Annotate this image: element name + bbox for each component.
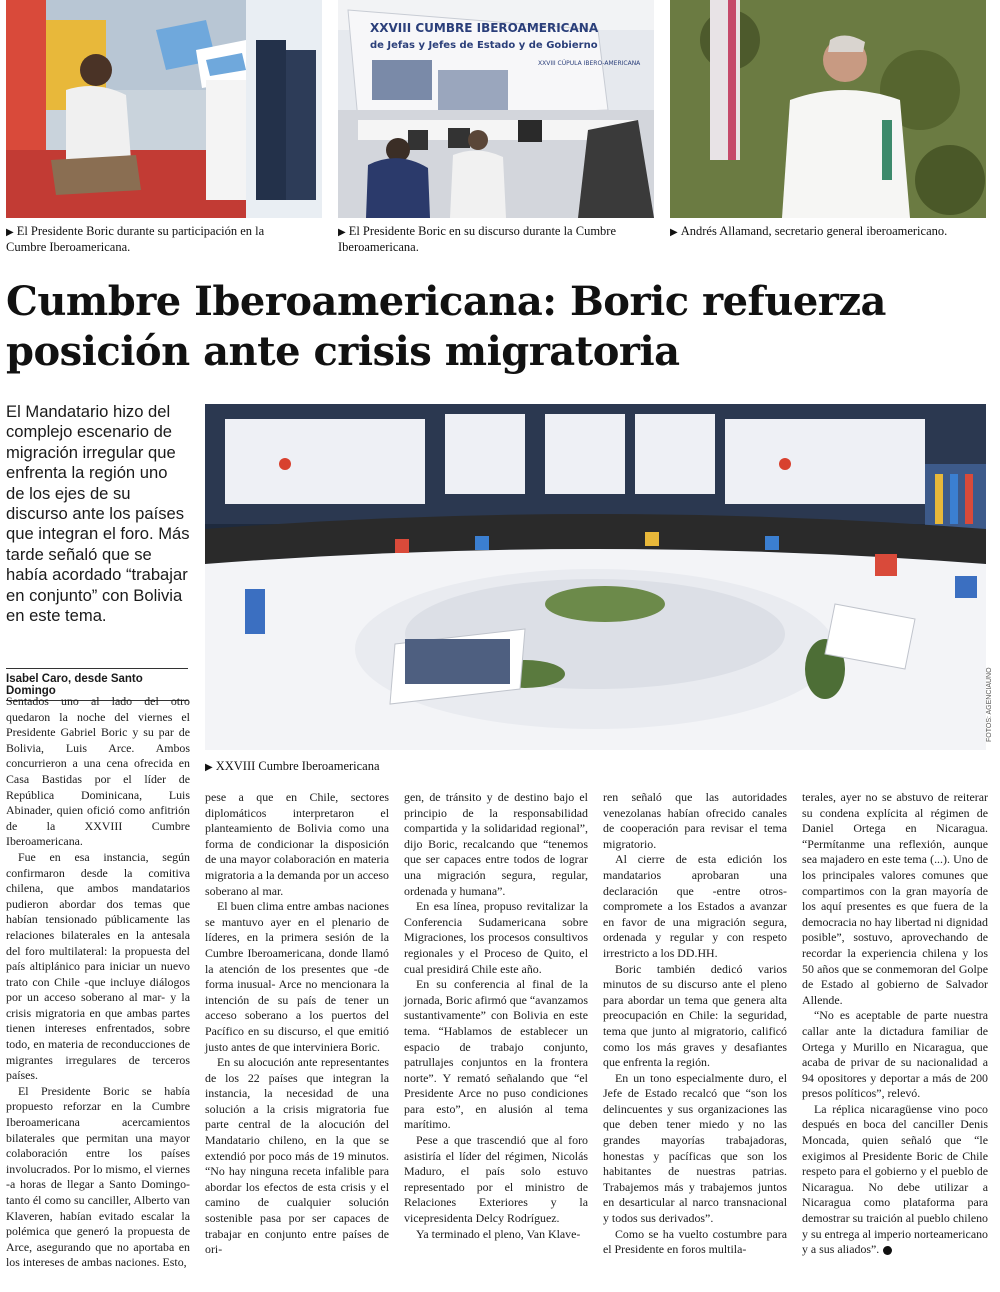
banner-line-1: XXVIII CUMBRE IBEROAMERICANA	[370, 21, 599, 35]
caption-marker-icon: ▶	[6, 227, 14, 238]
paragraph: terales, ayer no se abstuvo de reiterar su condena explícita al régimen de Daniel Ortega en Nicaragua. “Permítanme una reflexión, aunque sea majadero en este tema (...). Uno de los principales valores comunes que compartimos con la gran mayoría de los aquí presentes es que fuera de la democracia no hay libertad ni dignidad posible”, sostuvo, aprovechando de recordar la experiencia chilena y los 50 años que se conmemoran del Golpe de Estado al gobierno de Salvador Allende.	[802, 790, 988, 1007]
paragraph: Ya terminado el pleno, Van Klave-	[416, 1226, 581, 1241]
article-lead: El Mandatario hizo del complejo escenario de migración irregular que enfrenta la región uno de los ejes de su discurso ante los países que integran el foro. Más tarde señaló que se había acordado “trabajar en conjunto” con Bolivia en este tema.	[6, 402, 190, 626]
paragraph: En su conferencia al final de la jornada, Boric afirmó que “avanzamos sustantivamente” con Bolivia en este tema. “Hablamos de establecer un espacio de trabajo conjunto, patrullajes conjuntos en la frontera norte”. Y remató señalando que “el Presidente Arce no puso condiciones para esto”, en alusión al tema marítimo.	[404, 977, 588, 1132]
paragraph: Como se ha vuelto costumbre para el Presidente en foros multila-	[603, 1226, 787, 1257]
caption-marker-icon: ▶	[670, 227, 678, 238]
paragraph: En su alocución ante representantes de los 22 países que integran la instancia, la necesidad de una solución a la crisis migratoria fue parte central de la alocución del Mandatario chileno, en la que se extendió por poco más de 19 minutos. “No hay ninguna receta infalible para abordar los efectos de esta crisis y el camino de cualquier solución sostenible pasa por ser capaces de trabajar en conjunto entre países de ori-	[205, 1055, 389, 1257]
paragraph: “No es aceptable de parte nuestra callar ante la dictadura familiar de Ortega y Murillo en Nicaragua, que acaba de privar de su nacionalidad a 94 opositores y deportar a más de 200 presos políticos”, relevó.	[802, 1008, 988, 1101]
photo-credit: FOTOS: AGENCIAUNO	[986, 667, 993, 742]
article-column-2	[205, 790, 389, 1258]
article-column-5	[802, 790, 988, 1258]
caption-text: El Presidente Boric durante su participación en la Cumbre Iberoamericana.	[6, 224, 265, 254]
paragraph: El buen clima entre ambas naciones se mantuvo ayer en el plenario de líderes, en la primera sesión de la Cumbre Iberoamericana, donde llamó la atención de los presentes que -de forma inusual- Arce no mencionara la intención de su país de tener un acceso soberano a los puertos del Pacífico en su discurso, el que emitió justo antes de que interviniera Boric.	[205, 899, 389, 1054]
byline: Isabel Caro, desde Santo Domingo	[6, 668, 188, 701]
banner-line-3: XXVIII CÚPULA IBERO-AMERICANA	[538, 60, 641, 67]
photo-andres-allamand	[670, 0, 986, 218]
caption-text: Andrés Allamand, secretario general iberoamericano.	[680, 224, 948, 238]
paragraph: En un tono especialmente duro, el Jefe de Estado recalcó que “son los delincuentes y sus organizaciones las que deben tener miedo y no las grandes mayorías trabajadoras, honestas y pacíficas que son los habitantes de nuestras patrias. Trabajemos más y trabajemos juntos en desarticular al narco transnacional y todos sus derivados”.	[603, 1070, 787, 1226]
caption-main-photo	[205, 759, 605, 775]
banner-line-2: de Jefas y Jefes de Estado y de Gobierno	[370, 40, 598, 51]
caption-text: XXVIII Cumbre Iberoamericana	[215, 759, 380, 773]
caption-photo-1	[6, 224, 306, 255]
paragraph: gen, de tránsito y de destino bajo el principio de la responsabilidad compartida y la solidaridad regional”, dijo Boric, recalcando que “tenemos que ser capaces entre todos de lograr una migración segura, regular, ordenada y humana”.	[404, 790, 588, 898]
caption-text: El Presidente Boric en su discurso durante la Cumbre Iberoamericana.	[338, 224, 617, 254]
paragraph: En esa línea, propuso revitalizar la Conferencia Sudamericana sobre Migraciones, los procesos consultivos regionales y el Proceso de Quito, el cual presidirá Chile este año.	[404, 899, 588, 976]
caption-photo-3	[670, 224, 990, 240]
paragraph: Fue en esa instancia, según confirmaron desde la comitiva chilena, que ambos mandatarios pudieron abordar dos temas que habían tensionado públicamente las relaciones bilaterales en la antesala del foro multilateral: la propuesta del país altiplánico para iniciar un nuevo trato con Chile -que incluye diálogos por un acceso soberano al mar- y la crisis migratoria en que ambas partes tienen intereses enfrentados, sobre todo, en materia de reconducciones de migrantes irregulares de terceros países.	[6, 849, 190, 1083]
paragraph-text: La réplica nicaragüense vino poco después en boca del canciller Denis Moncada, quien señaló que “le exigimos al Presidente Boric de Chile respeto para el gobierno y el pueblo de Nicaragua. No debe utilizar a Nicaragua como plataforma para demostrar su traición al pueblo chileno y su entrega al imperio norteamericano y a sus aliados”.	[802, 1101, 988, 1257]
article-column-3	[404, 790, 588, 1242]
paragraph: Sentados uno al lado del otro quedaron la noche del viernes el Presidente Gabriel Boric y su par de Bolivia, Luis Arce. Ambos concurrieron a una cena ofrecida en Casa Bastidas por el líder de República Dominicana, Luis Abinader, quien ofició como anfitrión de la XXVIII Cumbre Iberoamericana.	[6, 694, 190, 849]
caption-marker-icon: ▶	[338, 227, 346, 238]
photo-boric-speech	[338, 0, 654, 218]
photo-boric-with-children	[6, 0, 322, 218]
headline: Cumbre Iberoamericana: Boric refuerza posición ante crisis migratoria	[6, 278, 886, 375]
paragraph: Boric también dedicó varios minutos de su discurso ante el pleno para abordar un tema que genera alta preocupación en Chile: la seguridad, tema que junto al migratorio, calificó como los más graves y desafiantes que enfrenta la región.	[603, 961, 787, 1070]
paragraph: Al cierre de esta edición los mandatarios aprobaran una declaración que -entre otros- compromete a los Estados a avanzar en favor de una migración segura, ordenada y regular y con respeto irrestricto a los DD.HH.	[603, 852, 787, 960]
photo-summit-plenary	[205, 404, 986, 750]
paragraph	[802, 1102, 988, 1258]
paragraph: Pese a que trascendió que al foro asistiría el líder del régimen, Nicolás Maduro, el país solo estuvo representado por el ministro de Relaciones Exteriores y la vicepresidenta Delcy Rodríguez.	[404, 1133, 588, 1226]
paragraph: ren señaló que las autoridades venezolanas habían ofrecido canales de cooperación para revisar el tema migratorio.	[603, 790, 787, 851]
article-column-4	[603, 790, 787, 1258]
paragraph: El Presidente Boric se había propuesto reforzar en la Cumbre Iberoamericana acercamientos bilaterales que permitan una mayor colaboración entre los países involucrados. Por lo mismo, el viernes -a horas de llegar a Santo Domingo- tanto él como su canciller, Alberto van Klaveren, habían evitado escalar la polémica que generó la propuesta de Arce, asegurando que no aportaba en los intereses de ambas naciones. Esto,	[6, 1083, 190, 1270]
paragraph: pese a que en Chile, sectores diplomáticos interpretaron el planteamiento de Bolivia como una forma de condicionar la disposición de una mayor colaboración en materia migratoria a la demanda por un acceso soberano al mar.	[205, 790, 389, 898]
caption-marker-icon: ▶	[205, 762, 213, 773]
end-of-article-icon: ●	[883, 1246, 892, 1255]
caption-photo-2	[338, 224, 648, 255]
article-column-1	[6, 694, 190, 1271]
